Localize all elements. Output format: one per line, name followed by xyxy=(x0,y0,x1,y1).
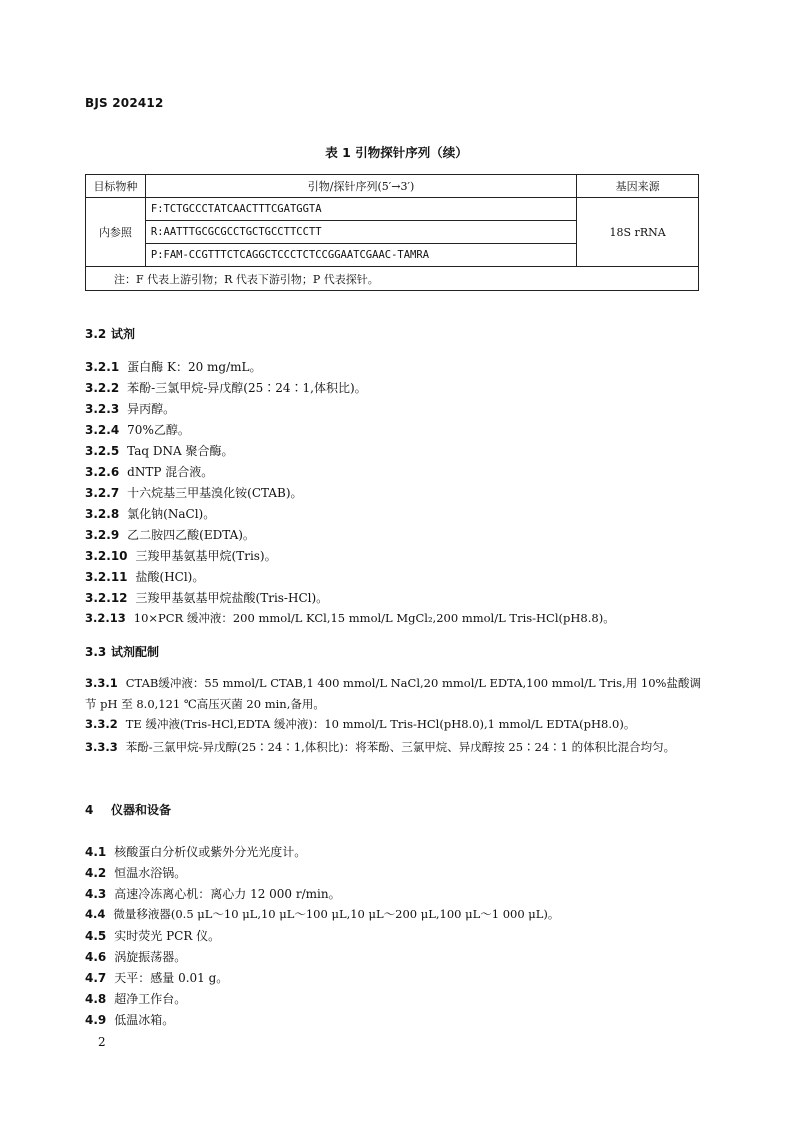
list-item: 4.7 天平：感量 0.01 g。 xyxy=(85,971,229,985)
header-species: 目标物种 xyxy=(86,175,146,198)
table-note: 注：F 代表上游引物；R 代表下游引物；P 代表探针。 xyxy=(86,267,699,291)
list-item: 4.3 高速冷冻离心机：离心力 12 000 r/min。 xyxy=(85,887,341,901)
section-heading-reagents: 3.2 试剂 xyxy=(85,327,136,341)
list-item: 3.3.2 TE 缓冲液(Tris-HCl,EDTA 缓冲液)：10 mmol/L Tris-HCl(pH8.0),1 mmol/L EDTA(pH8.0)。 xyxy=(85,717,636,731)
list-item: 3.2.12 三羧甲基氨基甲烷盐酸(Tris-HCl)。 xyxy=(85,591,329,605)
list-item: 3.2.4 70%乙醇。 xyxy=(85,423,190,437)
reverse-primer-cell: R:AATTTGCGCGCCTGCTGCCTTCCTT xyxy=(145,221,576,244)
gene-source-cell: 18S rRNA xyxy=(577,198,699,267)
species-cell: 内参照 xyxy=(86,198,146,267)
list-item: 4.9 低温冰箱。 xyxy=(85,1013,175,1027)
header-sequence: 引物/探针序列(5′→3′) xyxy=(145,175,576,198)
forward-primer-cell: F:TCTGCCCTATCAACTTTCGATGGTA xyxy=(145,198,576,221)
list-item: 3.2.9 乙二胺四乙酸(EDTA)。 xyxy=(85,528,255,542)
list-item: 4.4 微量移液器(0.5 μL～10 μL,10 μL～100 μL,10 μL～200 μL,100 μL～1 000 μL)。 xyxy=(85,907,560,921)
list-item: 3.2.1 蛋白酶 K：20 mg/mL。 xyxy=(85,360,262,374)
header-gene-source: 基因来源 xyxy=(577,175,699,198)
list-item: 4.6 涡旋振荡器。 xyxy=(85,950,187,964)
list-item: 3.2.5 Taq DNA 聚合酶。 xyxy=(85,444,234,458)
section-heading-reagent-prep: 3.3 试剂配制 xyxy=(85,645,160,659)
page-number: 2 xyxy=(98,1035,106,1049)
list-item: 3.2.7 十六烷基三甲基溴化铵(CTAB)。 xyxy=(85,486,303,500)
standard-code: BJS 202412 xyxy=(85,96,164,110)
list-item: 4.1 核酸蛋白分析仪或紫外分光光度计。 xyxy=(85,845,307,859)
list-item: 3.2.2 苯酚-三氯甲烷-异戊醇(25∶24∶1,体积比)。 xyxy=(85,381,367,395)
table-title: 表 1 引物探针序列（续） xyxy=(325,145,468,160)
list-item: 3.3.3 苯酚-三氯甲烷-异戊醇(25∶24∶1,体积比)：将苯酚、三氯甲烷、异戊醇按 25∶24∶1 的体积比混合均匀。 xyxy=(85,740,676,754)
table-row xyxy=(86,198,699,221)
list-item: 3.2.10 三羧甲基氨基甲烷(Tris)。 xyxy=(85,549,277,563)
list-item: 3.2.3 异丙醇。 xyxy=(85,402,176,416)
primer-probe-table xyxy=(85,174,699,291)
list-item: 4.5 实时荧光 PCR 仪。 xyxy=(85,929,221,943)
section-heading-equipment: 4 仪器和设备 xyxy=(85,803,172,817)
list-item: 3.2.11 盐酸(HCl)。 xyxy=(85,570,205,584)
table-note-row xyxy=(86,267,699,291)
list-item: 3.2.13 10×PCR 缓冲液：200 mmol/L KCl,15 mmol/L MgCl₂,200 mmol/L Tris-HCl(pH8.8)。 xyxy=(85,611,615,625)
list-item: 3.3.1 CTAB缓冲液：55 mmol/L CTAB,1 400 mmol/L NaCl,20 mmol/L EDTA,100 mmol/L Tris,用 10%盐酸调节 pH 至 8.0,121 ℃高压灭菌 20 min,备用。 xyxy=(85,676,701,711)
list-item: 3.2.8 氯化钠(NaCl)。 xyxy=(85,507,216,521)
list-item: 4.2 恒温水浴锅。 xyxy=(85,866,187,880)
list-item: 4.8 超净工作台。 xyxy=(85,992,187,1006)
table-header-row xyxy=(86,175,699,198)
list-item: 3.2.6 dNTP 混合液。 xyxy=(85,465,214,479)
probe-cell: P:FAM-CCGTTTCTCAGGCTCCCTCTCCGGAATCGAAC-TAMRA xyxy=(145,244,576,267)
